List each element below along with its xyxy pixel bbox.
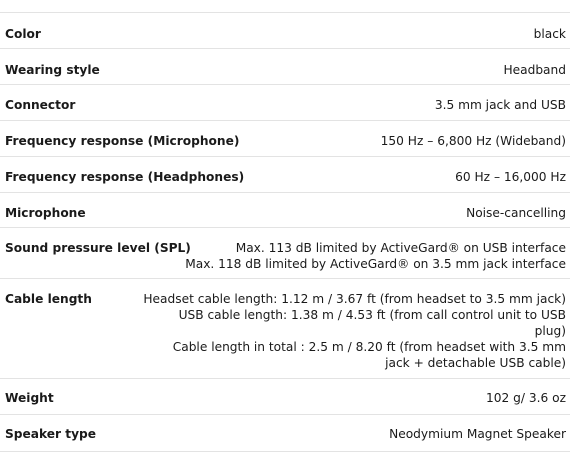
spec-label: Connector bbox=[5, 98, 76, 112]
spec-value-line: jack + detachable USB cable) bbox=[385, 356, 566, 370]
spec-value bbox=[435, 97, 566, 113]
spec-value-line: Noise-cancelling bbox=[466, 206, 566, 220]
spec-label: Frequency response (Microphone) bbox=[5, 134, 240, 148]
spec-value-line: Neodymium Magnet Speaker bbox=[389, 427, 566, 441]
spec-value-line: Headband bbox=[503, 63, 566, 77]
spec-value-line: Cable length in total : 2.5 m / 8.20 ft (from headset with 3.5 mm bbox=[172, 340, 566, 354]
spec-value bbox=[486, 390, 566, 406]
spec-value bbox=[389, 426, 566, 442]
spec-label: Weight bbox=[5, 391, 54, 405]
spec-value-line: Max. 113 dB limited by ActiveGard® on USB interface bbox=[235, 241, 566, 255]
spec-label: Sound pressure level (SPL) bbox=[5, 241, 191, 255]
spec-value bbox=[381, 133, 566, 149]
spec-row-color bbox=[0, 12, 570, 48]
spec-value bbox=[455, 169, 566, 185]
spec-value-line: black bbox=[533, 27, 566, 41]
spec-row-speaker-type bbox=[0, 414, 570, 452]
spec-row-frequency-headphones bbox=[0, 156, 570, 192]
spec-value bbox=[503, 62, 566, 78]
spec-value bbox=[466, 205, 566, 221]
spec-label: Speaker type bbox=[5, 427, 97, 441]
spec-label: Microphone bbox=[5, 206, 86, 220]
spec-value-line: 102 g/ 3.6 oz bbox=[486, 391, 566, 405]
spec-label: Cable length bbox=[5, 292, 92, 306]
spec-row-spl bbox=[0, 227, 570, 278]
spec-row-frequency-microphone bbox=[0, 120, 570, 156]
spec-row-connector bbox=[0, 84, 570, 120]
spec-value-line: Headset cable length: 1.12 m / 3.67 ft (from headset to 3.5 mm jack) bbox=[143, 292, 566, 306]
spec-label: Color bbox=[5, 27, 41, 41]
spec-row-cable-length bbox=[0, 278, 570, 378]
spec-value-line: 150 Hz – 6,800 Hz (Wideband) bbox=[380, 134, 566, 148]
spec-value bbox=[185, 240, 566, 272]
spec-value bbox=[534, 26, 566, 42]
spec-row-weight bbox=[0, 378, 570, 414]
spec-value bbox=[143, 291, 566, 371]
spec-value-line: USB cable length: 1.38 m / 4.53 ft (from call control unit to USB bbox=[178, 308, 566, 322]
spec-label: Wearing style bbox=[5, 63, 100, 77]
spec-value-line: plug) bbox=[534, 324, 566, 338]
spec-row-microphone bbox=[0, 192, 570, 227]
spec-label: Frequency response (Headphones) bbox=[5, 170, 245, 184]
spec-value-line: 3.5 mm jack and USB bbox=[434, 98, 566, 112]
spec-value-line: 60 Hz – 16,000 Hz bbox=[455, 170, 566, 184]
spec-row-wearing-style bbox=[0, 48, 570, 84]
spec-value-line: Max. 118 dB limited by ActiveGard® on 3.5 mm jack interface bbox=[185, 257, 566, 271]
